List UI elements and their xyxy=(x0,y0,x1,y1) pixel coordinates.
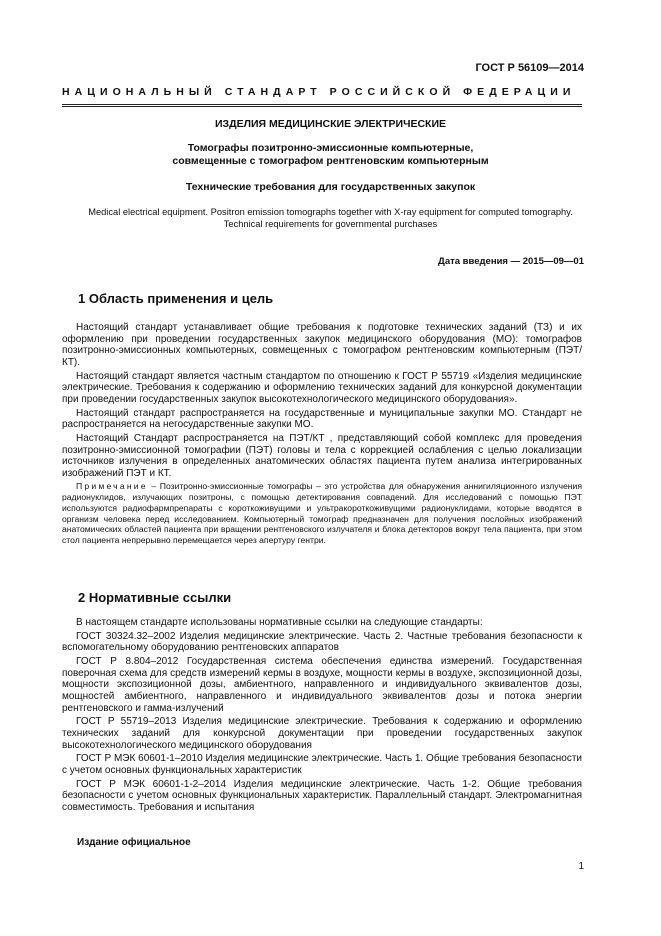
subtitle-line-1: Томографы позитронно-эмиссионные компьютерные, xyxy=(187,142,474,154)
national-standard-banner: НАЦИОНАЛЬНЫЙ СТАНДАРТ РОССИЙСКОЙ ФЕДЕРАЦИИ xyxy=(62,86,576,98)
section-1-heading: 1 Область применения и цель xyxy=(78,291,274,306)
section-2-paragraph: ГОСТ Р 55719–2013 Изделия медицинские электрические. Требования к содержанию и оформлению технических заданий для конкурсной документации при проведении государственных закупок высокотехнологического медицинского оборудования xyxy=(62,716,582,751)
section-2-paragraph: В настоящем стандарте использованы нормативные ссылки на следующие стандарты: xyxy=(76,617,483,628)
section-1-note xyxy=(62,481,582,545)
page-number: 1 xyxy=(578,861,584,872)
english-title-line-2: Technical requirements for governmental purchases xyxy=(223,219,438,229)
header-rule xyxy=(62,104,582,105)
section-1-paragraph: Настоящий Стандарт распространяется на ПЭТ/КТ , представляющий собой комплекс для проведения позитронно-эмиссионной томографии (ПЭТ) головы и тела с коррекцией ослабления с целью локализации источников излучения в определенных анатомических областях пациента путем анализа интегрированных изображений ПЭТ и КТ. xyxy=(62,432,582,479)
section-1-paragraph: Настоящий стандарт распространяется на государственные и муниципальные закупки МО. Стандарт не распространяется на негосударственные закупки МО. xyxy=(62,407,582,431)
document-title: ИЗДЕЛИЯ МЕДИЦИНСКИЕ ЭЛЕКТРИЧЕСКИЕ xyxy=(214,118,447,130)
date-introduced: Дата введения — 2015—09—01 xyxy=(438,256,584,267)
english-title-line-1: Medical electrical equipment. Positron emission tomographs together with X-ray equipment for computed tomography. xyxy=(88,207,573,217)
section-2-body xyxy=(62,617,582,816)
section-2-heading: 2 Нормативные ссылки xyxy=(78,590,232,605)
document-subtitle xyxy=(40,142,621,168)
section-2-paragraph: ГОСТ Р МЭК 60601-1-2–2014 Изделия медицинские электрические. Часть 1-2. Общие требования безопасности с учетом основных функциональных характеристик. Параллельный стандарт. Электромагнитная совместимость. Требования и испытания xyxy=(62,778,582,813)
section-1-paragraph: Настоящий стандарт устанавливает общие требования к подготовке технических заданий (ТЗ) и их оформлению при проведении государственных закупок медицинского оборудования (МО): томографов позитронно-эмиссионных компьютерных, совмещенных с томографом рентгеновским компьютерным (ПЭТ/КТ). xyxy=(62,322,582,368)
note-label: Примечание xyxy=(76,481,148,492)
section-2-paragraph: ГОСТ 30324.32–2002 Изделия медицинские электрические. Часть 2. Частные требования безопасности к вспомогательному оборудованию рентгеновских аппаратов xyxy=(62,630,582,654)
document-requirements-title: Технические требования для государственных закупок xyxy=(185,181,476,193)
edition-label: Издание официальное xyxy=(77,837,191,848)
section-2-paragraph: ГОСТ Р МЭК 60601-1–2010 Изделия медицинские электрические. Часть 1. Общие требования безопасности с учетом основных функциональных характеристик xyxy=(62,753,582,776)
section-2-paragraph: ГОСТ Р 8.804–2012 Государственная система обеспечения единства измерений. Государственная поверочная схема для средств измерений кермы в воздухе, мощности кермы в воздухе, экспозиционной дозы, мощности экспозиционной дозы, амбиентного, направленного и индивидуального эквивалентов дозы, мощностей амбиентного, направленного и индивидуального эквивалентов дозы и потока энергии рентгеновского и гамма-излучений xyxy=(62,656,582,714)
subtitle-line-2: совмещенные с томографом рентгеновским компьютерным xyxy=(172,155,489,167)
english-title xyxy=(40,206,621,230)
header-rule-secondary xyxy=(62,106,582,107)
section-1-paragraph: Настоящий стандарт является частным стандартом по отношению к ГОСТ Р 55719 «Изделия медицинские электрические. Требования к содержанию и оформлению технических заданий для конкурсной документации при проведении государственных закупок высокотехнологического медицинского оборудования». xyxy=(62,370,582,405)
gost-number: ГОСТ Р 56109—2014 xyxy=(475,62,584,74)
note-text: – Позитронно-эмиссионные томографы – это устройства для обнаружения аннигиляционного излучения радионуклидов, излучающих позитроны, с помощью детектирования совпадений. Для исследований с помощью ПЭТ используются радиофармпрепараты с короткоживущими и ультракороткоживущими радионуклидами, которые вводятся в организм человека перед исследованием. Компьютерный томограф предназначен для получения послойных изображений анатомических областей пациента при вращении рентгеновского излучателя и блока детекторов вокруг тела пациента, при этом стол пациента непрерывно перемещается через апертуру гентри. xyxy=(62,481,583,545)
section-1-body xyxy=(62,322,582,546)
